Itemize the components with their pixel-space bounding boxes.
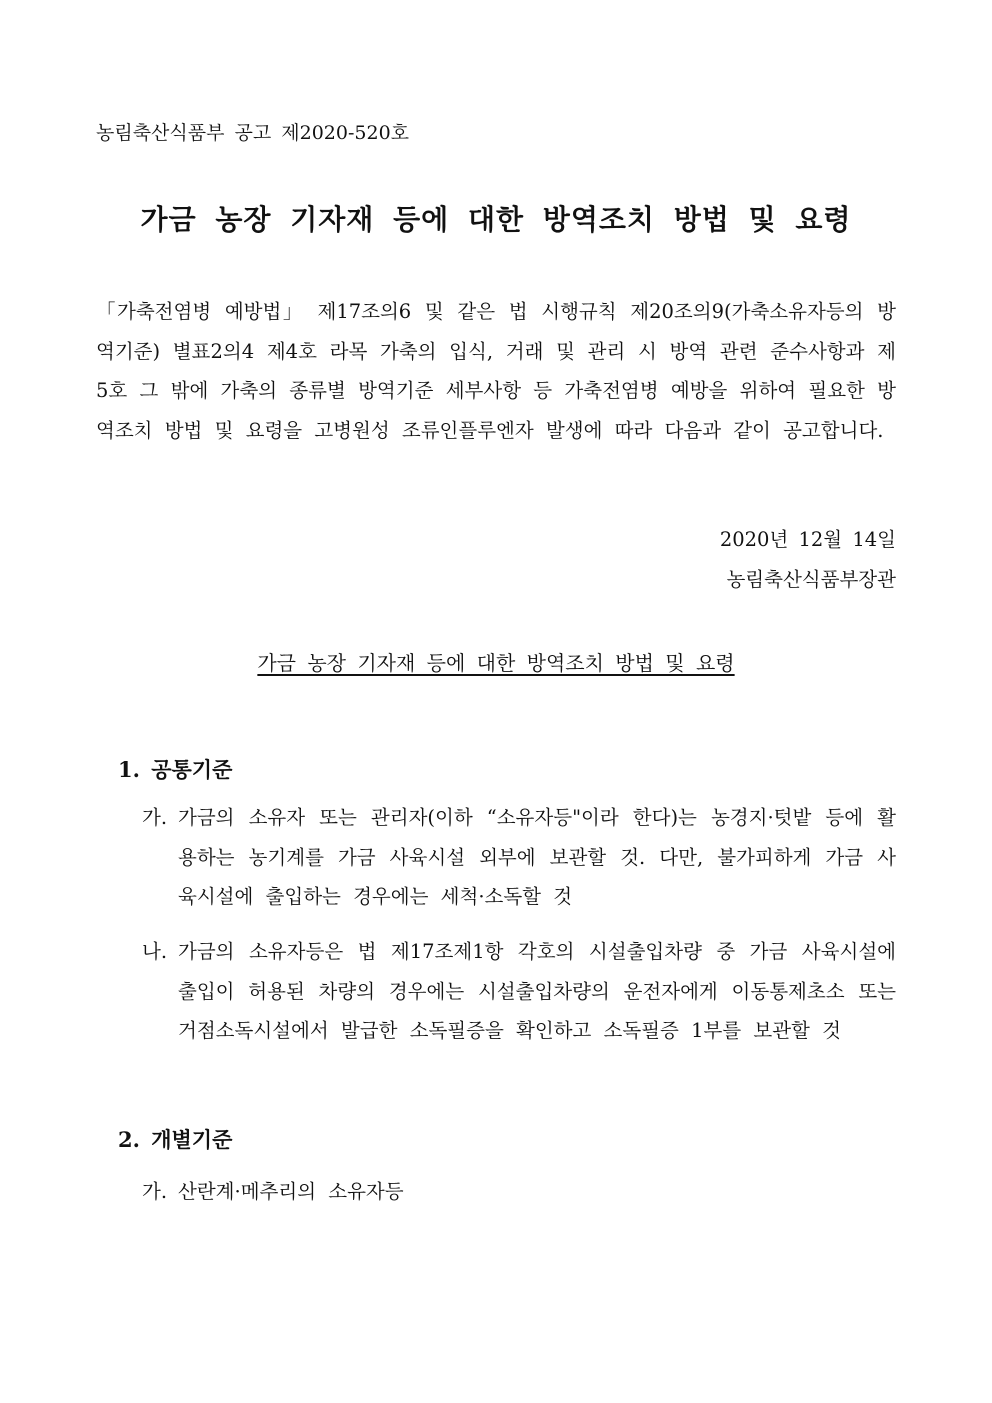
- document-title: 가금 농장 기자재 등에 대한 방역조치 방법 및 요령: [140, 203, 852, 236]
- list-item: [142, 798, 896, 917]
- item-text: 가금의 소유자등은 법 제17조제1항 각호의 시설출입차량 중 가금 사육시설에 출입이 허용된 차량의 경우에는 시설출입차량의 운전자에게 이동통제초소 또는 거점소독시설에서 발급한 소독필증을 확인하고 소독필증 1부를 보관할 것: [178, 940, 896, 1042]
- item-marker: 가.: [142, 806, 168, 829]
- item-marker: 가.: [142, 1180, 168, 1203]
- section-title: 가금 농장 기자재 등에 대한 방역조치 방법 및 요령: [257, 651, 735, 675]
- item-marker: 나.: [142, 940, 168, 963]
- announcement-date: 2020년 12월 14일: [719, 528, 896, 551]
- item-text: 가금의 소유자 또는 관리자(이하 “소유자등"이라 한다)는 농경지·텃밭 등에 활용하는 농기계를 가금 사육시설 외부에 보관할 것. 다만, 불가피하게 가금 사육시설에 출입하는 경우에는 세척·소독할 것: [178, 806, 896, 908]
- issuer-name: 농림축산식품부장관: [726, 568, 896, 591]
- item-text: 산란계·메추리의 소유자등: [178, 1180, 404, 1203]
- section-heading-common: 1. 공통기준: [118, 757, 233, 782]
- announcement-body: 「가축전염병 예방법」 제17조의6 및 같은 법 시행규칙 제20조의9(가축소유자등의 방역기준) 별표2의4 제4호 라목 가축의 입식, 거래 및 관리 시 방역 관련 준수사항과 제5호 그 밖에 가축의 종류별 방역기준 세부사항 등 가축전염병 예방을 위하여 필요한 방역조치 방법 및 요령을 고병원성 조류인플루엔자 발생에 따라 다음과 같이 공고합니다.: [96, 300, 896, 442]
- section-heading-individual: 2. 개별기준: [118, 1127, 233, 1152]
- list-item: [142, 1172, 896, 1212]
- notice-number: 농림축산식품부 공고 제2020-520호: [96, 122, 410, 144]
- list-item: [142, 932, 896, 1051]
